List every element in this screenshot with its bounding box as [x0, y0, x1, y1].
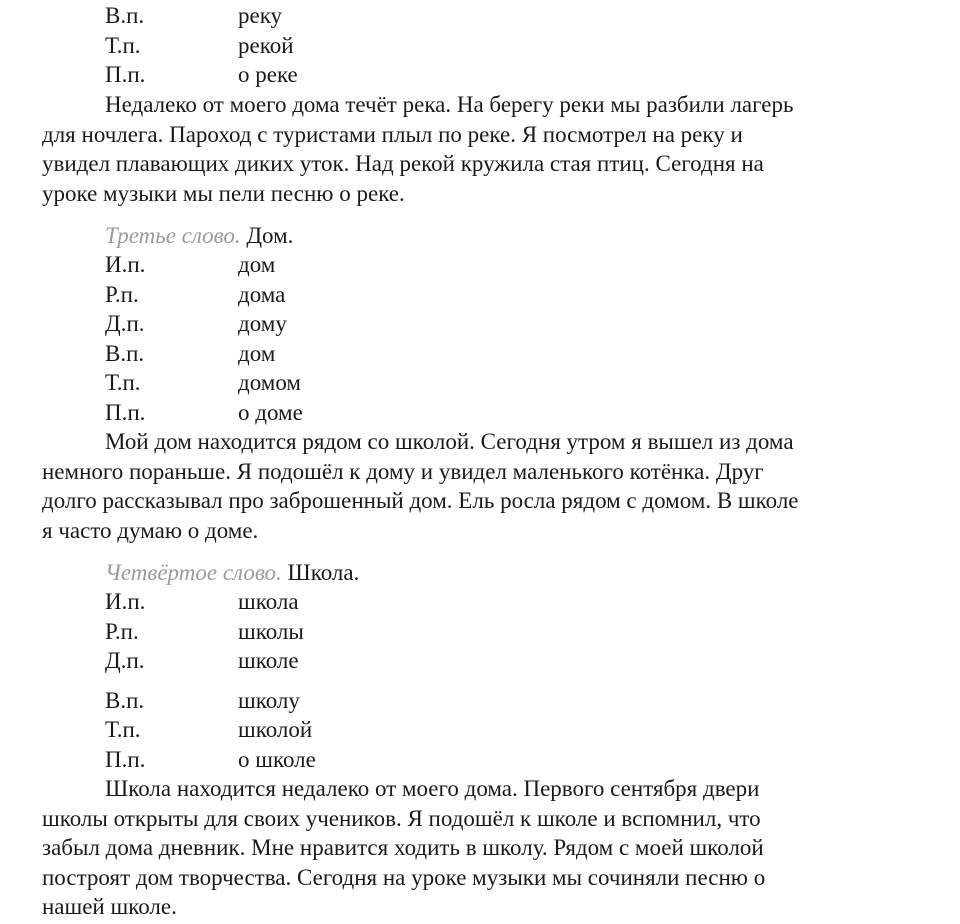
paragraph-line: забыл дома дневник. Мне нравится ходить в школу. Рядом с моей школой — [42, 835, 764, 860]
case-form: дом — [238, 252, 276, 277]
heading-word: Школа. — [287, 560, 360, 585]
case-form: реку — [238, 3, 283, 28]
case-label: И.п. — [105, 589, 146, 614]
case-form: о школе — [238, 747, 316, 772]
heading-lead: Четвёртое слово. — [105, 560, 282, 585]
case-form: школу — [238, 688, 300, 713]
case-label: П.п. — [105, 747, 146, 772]
case-label: И.п. — [105, 252, 146, 277]
word-heading — [105, 558, 359, 588]
case-form: о реке — [238, 62, 298, 87]
paragraph-line: построят дом творчества. Сегодня на уроке музыки мы сочиняли песню о — [42, 865, 766, 890]
case-label: Т.п. — [105, 33, 141, 58]
case-form: рекой — [238, 33, 294, 58]
case-label: Р.п. — [105, 282, 139, 307]
paragraph-line: Недалеко от моего дома течёт река. На берегу реки мы разбили лагерь — [105, 92, 794, 117]
paragraph-line: школы открыты для своих учеников. Я подошёл к школе и вспомнил, что — [42, 806, 761, 831]
paragraph-line: нашей школе. — [42, 894, 177, 919]
case-label: В.п. — [105, 3, 145, 28]
case-label: Т.п. — [105, 717, 141, 742]
case-label: Т.п. — [105, 370, 141, 395]
case-form: домом — [238, 370, 301, 395]
paragraph-line: увидел плавающих диких уток. Над рекой кружила стая птиц. Сегодня на — [42, 151, 764, 176]
case-label: В.п. — [105, 688, 145, 713]
case-form: дом — [238, 341, 276, 366]
word-heading — [105, 221, 293, 251]
paragraph-line: Школа находится недалеко от моего дома. Первого сентября двери — [105, 776, 760, 801]
heading-word: Дом. — [246, 223, 294, 248]
case-label: Д.п. — [105, 311, 145, 336]
paragraph-line: уроке музыки мы пели песню о реке. — [42, 181, 405, 206]
case-label: В.п. — [105, 341, 145, 366]
case-label: Д.п. — [105, 648, 145, 673]
paragraph-line: я часто думаю о доме. — [42, 518, 259, 543]
case-label: Р.п. — [105, 619, 139, 644]
case-label: П.п. — [105, 62, 146, 87]
paragraph-line: долго рассказывал про заброшенный дом. Ель росла рядом с домом. В школе — [42, 488, 799, 513]
case-label: П.п. — [105, 400, 146, 425]
case-form: школой — [238, 717, 313, 742]
case-form: школе — [238, 648, 299, 673]
case-form: о доме — [238, 400, 303, 425]
case-form: школы — [238, 619, 304, 644]
case-form: дома — [238, 282, 286, 307]
paragraph-line: для ночлега. Пароход с туристами плыл по реке. Я посмотрел на реку и — [42, 122, 743, 147]
heading-lead: Третье слово. — [105, 223, 241, 248]
paragraph-line: Мой дом находится рядом со школой. Сегодня утром я вышел из дома — [105, 429, 794, 454]
case-form: дому — [238, 311, 287, 336]
case-form: школа — [238, 589, 299, 614]
paragraph-line: немного пораньше. Я подошёл к дому и увидел маленького котёнка. Друг — [42, 459, 764, 484]
